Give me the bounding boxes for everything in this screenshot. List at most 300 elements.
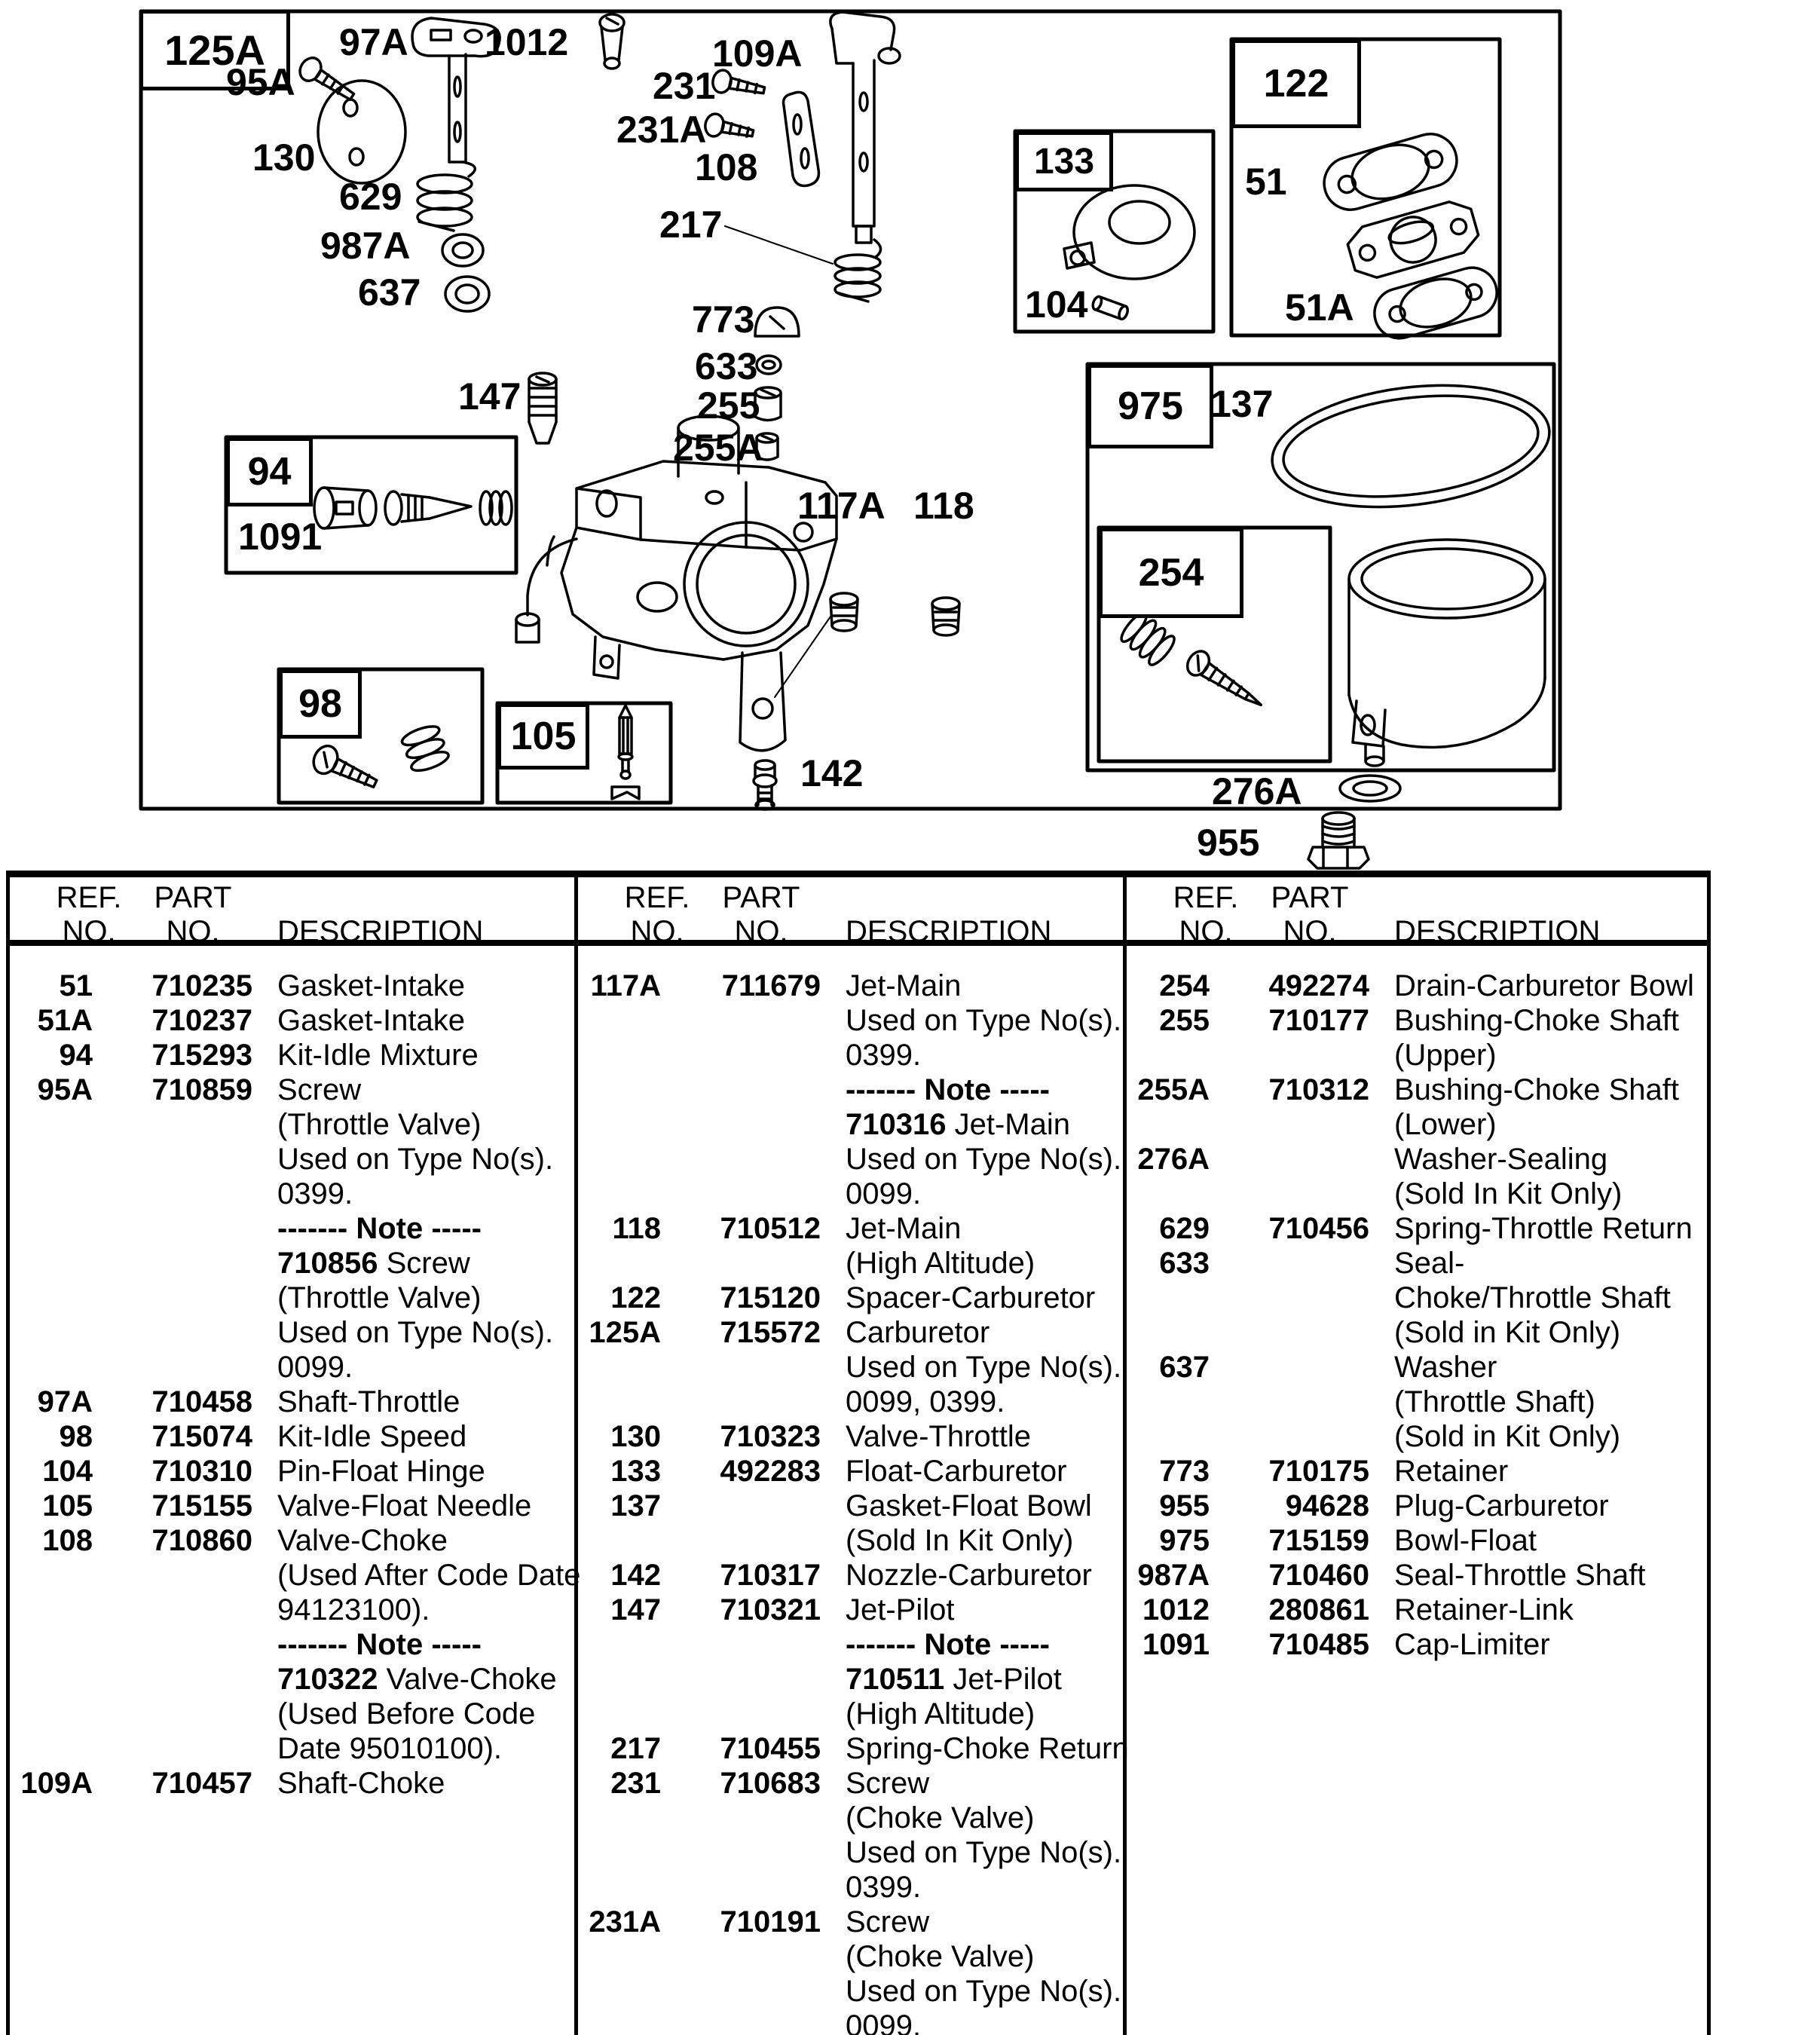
part-row-continuation	[578, 1801, 1123, 1835]
part-row-continuation	[578, 1246, 1123, 1281]
description-cell: (High Altitude)	[846, 1247, 1035, 1280]
part-no-cell	[1210, 1038, 1369, 1073]
callout-51: 51	[1245, 161, 1287, 203]
description-cell: (Upper)	[1394, 1039, 1497, 1072]
ref-no-cell	[1127, 1038, 1210, 1073]
part-row	[1127, 1350, 1707, 1385]
description-cell: Shaft-Throttle	[277, 1385, 460, 1418]
callout-987A: 987A	[320, 225, 411, 267]
part-no-cell	[661, 1003, 821, 1038]
description-cell: (Choke Valve)	[846, 1940, 1035, 1973]
ref-no-cell: 125A	[589, 1316, 661, 1349]
choke-valve-screw2-icon	[703, 112, 755, 145]
ref-no-cell	[578, 1246, 661, 1281]
part-row-continuation	[578, 1974, 1123, 2009]
part-row	[578, 1558, 1123, 1593]
part-row	[578, 1731, 1129, 1766]
part-row-continuation	[578, 1177, 1123, 1211]
ref-no-cell	[578, 2009, 661, 2035]
part-no-cell	[1210, 1177, 1369, 1211]
part-row-continuation	[578, 1523, 1123, 1558]
description-cell: (Throttle Valve)	[277, 1108, 482, 1141]
description-cell: Screw	[846, 1905, 930, 1939]
ref-no-cell	[10, 1315, 93, 1350]
part-no-cell	[661, 1835, 821, 1870]
part-row	[1127, 1489, 1707, 1523]
part-no-cell: 715572	[720, 1316, 821, 1349]
part-row	[10, 1038, 574, 1073]
box-label-254: 254	[1099, 528, 1243, 618]
retainer-icon	[755, 308, 799, 336]
part-row	[1127, 1246, 1707, 1281]
description-cell: Used on Type No(s).	[846, 1351, 1122, 1384]
part-no-cell	[93, 1593, 252, 1627]
part-no-cell	[661, 1385, 821, 1419]
part-no-cell	[661, 1107, 821, 1142]
throttle-shaft-washer-icon	[445, 277, 489, 311]
description-cell: 0099.	[846, 1177, 922, 1210]
description-cell: Washer	[1394, 1351, 1497, 1384]
description-header: DESCRIPTION	[846, 915, 1052, 948]
part-row-continuation	[1127, 1315, 1707, 1350]
ref-no-cell	[578, 1073, 661, 1107]
part-no-cell	[1210, 1246, 1369, 1281]
description-cell: Cap-Limiter	[1394, 1628, 1550, 1661]
ref-no-cell	[10, 1107, 93, 1142]
ref-no-cell	[1127, 1385, 1210, 1419]
callout-955: 955	[1197, 822, 1260, 864]
part-row-continuation	[10, 1246, 574, 1281]
cap-limiter-icon	[314, 488, 376, 528]
float-hinge-pin-icon	[1091, 295, 1129, 320]
part-row	[1127, 1073, 1707, 1107]
parts-column-3	[1127, 871, 1707, 2035]
description-cell: Bushing-Choke Shaft	[1394, 1004, 1680, 1037]
box-label-133: 133	[1015, 131, 1113, 191]
part-no-cell	[661, 1073, 821, 1107]
part-no-cell	[661, 1142, 821, 1177]
description-cell: Jet-Main	[846, 969, 962, 1002]
ref-no-cell	[578, 1003, 661, 1038]
part-row-continuation	[10, 1142, 574, 1177]
part-row	[10, 1003, 574, 1038]
box-label-105: 105	[497, 703, 589, 770]
part-row-continuation	[578, 1385, 1123, 1419]
description-cell: Plug-Carburetor	[1394, 1489, 1609, 1522]
part-no-cell	[661, 1939, 821, 1974]
part-no-header: PART NO.	[154, 881, 232, 948]
part-row-continuation	[578, 1003, 1123, 1038]
retainer-link-icon	[600, 14, 624, 69]
part-no-cell	[661, 1246, 821, 1281]
part-row	[1127, 1593, 1707, 1627]
part-row	[1127, 1211, 1707, 1246]
description-cell: Used on Type No(s).	[846, 1004, 1122, 1037]
description-cell: 710322 Valve-Choke	[277, 1663, 557, 1696]
part-no-cell	[661, 1350, 821, 1385]
callout-95A: 95A	[226, 61, 295, 103]
part-no-cell: 715074	[151, 1420, 252, 1453]
description-cell: Valve-Float Needle	[277, 1489, 532, 1522]
part-no-cell: 710323	[720, 1420, 821, 1453]
part-no-cell: 715155	[151, 1489, 252, 1522]
part-no-cell	[1210, 1315, 1369, 1350]
description-cell: Spring-Choke Return	[846, 1732, 1129, 1765]
ref-no-cell	[578, 1801, 661, 1835]
description-cell: Jet-Main	[846, 1212, 962, 1245]
ref-no-cell: 118	[612, 1212, 661, 1245]
part-row-continuation	[578, 1107, 1123, 1142]
part-no-cell	[661, 1523, 821, 1558]
part-no-cell	[93, 1558, 252, 1593]
jet-main-high-altitude-icon	[932, 598, 959, 635]
part-row	[578, 969, 1123, 1003]
part-no-cell: 710860	[151, 1524, 252, 1557]
part-no-cell	[661, 1489, 821, 1523]
ref-no-cell	[10, 1177, 93, 1211]
carburetor-plug-icon	[1308, 812, 1369, 868]
ref-no-cell	[578, 1107, 661, 1142]
part-no-cell	[661, 1177, 821, 1211]
part-row-continuation	[578, 1697, 1123, 1731]
ref-no-cell	[10, 1593, 93, 1627]
idle-speed-screw-icon	[309, 742, 381, 796]
part-no-cell	[661, 2009, 821, 2035]
ref-no-cell: 1012	[1142, 1593, 1210, 1626]
ref-no-cell: 276A	[1137, 1143, 1210, 1176]
part-no-cell	[93, 1142, 252, 1177]
ref-no-cell: 104	[42, 1455, 93, 1488]
part-row-continuation	[10, 1211, 574, 1246]
callout-217: 217	[659, 204, 723, 246]
ref-no-cell	[10, 1627, 93, 1662]
description-cell: Shaft-Choke	[277, 1767, 445, 1800]
ref-no-header: REF. NO.	[1173, 881, 1239, 948]
part-no-cell	[1210, 1419, 1369, 1454]
part-no-cell: 492283	[720, 1455, 821, 1488]
description-cell: Bushing-Choke Shaft	[1394, 1073, 1680, 1106]
part-no-cell	[1210, 1281, 1369, 1315]
ref-no-cell	[578, 1177, 661, 1211]
description-cell: 0399.	[846, 1871, 922, 1904]
description-cell: Pin-Float Hinge	[277, 1455, 485, 1488]
part-no-cell	[93, 1350, 252, 1385]
part-no-cell	[1210, 1142, 1369, 1177]
needle-clip-icon	[612, 787, 639, 799]
part-row	[1127, 1454, 1707, 1489]
description-cell: Used on Type No(s).	[277, 1143, 554, 1176]
callout-231: 231	[653, 65, 716, 107]
description-cell: 710856 Screw	[277, 1247, 470, 1280]
part-row	[578, 1454, 1123, 1489]
ref-no-cell: 231A	[589, 1905, 661, 1939]
part-row-continuation	[10, 1281, 574, 1315]
description-cell: Used on Type No(s).	[846, 1836, 1122, 1869]
part-row-continuation	[10, 1315, 574, 1350]
part-row-continuation	[10, 1177, 574, 1211]
part-row	[1127, 1142, 1707, 1177]
ref-no-header: REF. NO.	[624, 881, 690, 948]
part-row-continuation	[10, 1558, 581, 1593]
part-row	[10, 1489, 574, 1523]
part-no-cell: 715120	[720, 1281, 821, 1314]
part-row-continuation	[10, 1731, 574, 1766]
callout-637: 637	[358, 271, 421, 314]
ref-no-cell: 1091	[1142, 1628, 1210, 1661]
description-cell: ------- Note -----	[846, 1628, 1050, 1661]
ref-no-cell	[578, 1627, 661, 1662]
part-no-cell: 710312	[1268, 1073, 1369, 1106]
description-header: DESCRIPTION	[277, 915, 484, 948]
box-label-122: 122	[1231, 39, 1361, 128]
part-no-cell	[661, 1038, 821, 1073]
callout-51A: 51A	[1285, 286, 1354, 329]
description-cell: Valve-Throttle	[846, 1420, 1032, 1453]
box-label-98: 98	[279, 669, 362, 739]
description-cell: 0399.	[277, 1177, 353, 1210]
part-no-cell	[661, 1627, 821, 1662]
callout-231A: 231A	[616, 109, 707, 151]
ref-no-cell: 51A	[37, 1004, 93, 1037]
part-no-cell	[93, 1281, 252, 1315]
description-cell: Screw	[846, 1767, 930, 1800]
part-no-cell	[93, 1662, 252, 1697]
parts-rows-1	[10, 969, 581, 1801]
ref-no-cell: 975	[1159, 1524, 1210, 1557]
description-cell: Choke/Throttle Shaft	[1394, 1281, 1671, 1314]
part-row	[10, 1419, 574, 1454]
description-cell: (Used Before Code	[277, 1697, 536, 1731]
ref-no-cell	[578, 1974, 661, 2009]
part-no-cell: 710859	[151, 1073, 252, 1106]
part-row	[578, 1315, 1123, 1350]
description-cell: Bowl-Float	[1394, 1524, 1537, 1557]
ref-no-cell	[578, 1038, 661, 1073]
part-no-cell: 710458	[151, 1385, 252, 1418]
part-no-cell	[1210, 1350, 1369, 1385]
part-no-cell: 710683	[720, 1767, 821, 1800]
ref-no-cell	[578, 1385, 661, 1419]
throttle-shaft-seal-icon	[442, 234, 483, 266]
part-no-cell: 94628	[1285, 1489, 1369, 1522]
ref-no-cell	[578, 1142, 661, 1177]
idle-speed-spring-icon	[400, 723, 451, 775]
callout-633: 633	[695, 345, 758, 387]
part-row	[10, 969, 574, 1003]
ref-no-cell: 98	[59, 1420, 93, 1453]
part-no-cell: 710460	[1268, 1559, 1369, 1592]
callout-142: 142	[800, 752, 864, 794]
part-row	[10, 1454, 574, 1489]
description-cell: Seal-	[1394, 1247, 1465, 1280]
ref-no-cell	[578, 1939, 661, 1974]
description-cell: (High Altitude)	[846, 1697, 1035, 1731]
throttle-valve-disc-icon	[318, 81, 405, 183]
callout-147: 147	[458, 375, 522, 418]
parts-column-2	[578, 871, 1129, 2035]
float-icon	[1064, 185, 1194, 279]
part-no-cell: 711679	[721, 969, 821, 1002]
idle-mixture-screw-icon	[385, 491, 471, 525]
ref-no-cell: 147	[610, 1593, 661, 1626]
part-row-continuation	[10, 1593, 574, 1627]
part-row	[1127, 969, 1707, 1003]
part-row-continuation	[1127, 1419, 1707, 1454]
part-row	[578, 1766, 1123, 1801]
part-no-cell	[661, 1974, 821, 2009]
description-header: DESCRIPTION	[1394, 915, 1601, 948]
ref-no-cell	[10, 1281, 93, 1315]
description-cell: Carburetor	[846, 1316, 990, 1349]
ref-no-cell: 109A	[20, 1767, 93, 1800]
part-row-continuation	[10, 1662, 574, 1697]
part-row-continuation	[1127, 1107, 1707, 1142]
part-row-continuation	[10, 1627, 574, 1662]
description-cell: (Lower)	[1394, 1108, 1497, 1141]
part-row-continuation	[578, 1835, 1123, 1870]
part-no-cell: 710485	[1268, 1628, 1369, 1661]
description-cell: ------- Note -----	[277, 1628, 482, 1661]
drain-spring-icon	[1118, 610, 1178, 669]
float-bowl-gasket-icon	[1265, 371, 1556, 522]
description-cell: Used on Type No(s).	[846, 1975, 1122, 2008]
callout-108: 108	[695, 146, 758, 188]
part-row-continuation	[578, 1627, 1123, 1662]
ref-no-cell	[10, 1142, 93, 1177]
ref-no-cell	[578, 1523, 661, 1558]
choke-throttle-seal-icon	[757, 356, 781, 374]
part-row	[578, 1211, 1123, 1246]
description-cell: Valve-Choke	[277, 1524, 448, 1557]
part-no-cell	[661, 1697, 821, 1731]
description-cell: Gasket-Float Bowl	[846, 1489, 1092, 1522]
ref-no-cell	[578, 1662, 661, 1697]
ref-no-cell: 97A	[37, 1385, 93, 1418]
part-no-cell	[93, 1697, 252, 1731]
gasket-intake-icon	[1318, 128, 1463, 216]
part-no-cell: 710310	[151, 1455, 252, 1488]
description-cell: 0399.	[846, 1039, 922, 1072]
part-row-continuation	[578, 1073, 1123, 1107]
description-cell: Float-Carburetor	[846, 1455, 1067, 1488]
part-row-continuation	[10, 1350, 574, 1385]
ref-no-cell	[578, 1835, 661, 1870]
description-cell: Kit-Idle Speed	[277, 1420, 467, 1453]
float-needle-icon	[619, 705, 632, 779]
part-row-continuation	[1127, 1038, 1707, 1073]
description-cell: Used on Type No(s).	[846, 1143, 1122, 1176]
callout-130: 130	[252, 136, 316, 179]
part-no-cell	[1210, 1385, 1369, 1419]
description-cell: 710511 Jet-Pilot	[846, 1663, 1062, 1696]
part-no-cell	[1210, 1107, 1369, 1142]
description-cell: 0099.	[277, 1351, 353, 1384]
part-no-header: PART NO.	[1271, 881, 1349, 948]
part-no-cell	[93, 1107, 252, 1142]
part-no-cell	[93, 1246, 252, 1281]
callout-118: 118	[913, 485, 974, 527]
sealing-washer-icon	[1340, 776, 1400, 801]
part-row	[10, 1523, 574, 1558]
part-row-continuation	[10, 1107, 574, 1142]
part-no-cell: 715293	[151, 1039, 252, 1072]
ref-no-cell: 231	[610, 1767, 661, 1800]
description-cell: (Sold in Kit Only)	[1394, 1420, 1621, 1453]
ref-no-cell: 95A	[37, 1073, 93, 1106]
ref-no-cell: 117A	[590, 969, 661, 1002]
ref-no-cell: 122	[610, 1281, 661, 1314]
drain-screw-icon	[1183, 647, 1268, 715]
callout-1012: 1012	[485, 21, 569, 63]
ref-no-cell	[10, 1662, 93, 1697]
description-cell: Nozzle-Carburetor	[846, 1559, 1092, 1592]
ref-no-cell: 130	[610, 1420, 661, 1453]
idle-mixture-spring-icon	[480, 491, 512, 525]
ref-no-cell: 105	[42, 1489, 93, 1522]
box-label-94: 94	[226, 437, 313, 506]
part-row	[578, 1593, 1123, 1627]
ref-no-cell: 217	[610, 1732, 661, 1765]
description-cell: Used on Type No(s).	[277, 1316, 554, 1349]
part-row	[1127, 1627, 1707, 1662]
ref-no-cell	[578, 1350, 661, 1385]
description-cell: Kit-Idle Mixture	[277, 1039, 479, 1072]
ref-no-cell: 142	[610, 1559, 661, 1592]
part-row-continuation	[1127, 1177, 1707, 1211]
part-row-continuation	[1127, 1385, 1707, 1419]
description-cell: (Sold In Kit Only)	[846, 1524, 1074, 1557]
box-label-125A: 125A	[139, 10, 290, 90]
description-cell: ------- Note -----	[277, 1212, 482, 1245]
ref-no-cell: 773	[1159, 1455, 1210, 1488]
description-cell: (Choke Valve)	[846, 1801, 1035, 1835]
parts-rows-3	[1127, 969, 1707, 1662]
description-cell: 0099, 0399.	[846, 1385, 1005, 1418]
description-cell: (Throttle Valve)	[277, 1281, 482, 1314]
part-row	[1127, 1558, 1707, 1593]
description-cell: 710316 Jet-Main	[846, 1108, 1070, 1141]
part-row-continuation	[578, 1870, 1123, 1905]
ref-no-cell	[10, 1350, 93, 1385]
part-no-cell: 492274	[1268, 969, 1369, 1002]
part-no-cell: 710237	[151, 1004, 252, 1037]
part-no-cell: 710457	[151, 1767, 252, 1800]
choke-valve-plate-icon	[784, 92, 819, 185]
part-no-cell: 710456	[1268, 1212, 1369, 1245]
description-cell: 94123100).	[277, 1593, 430, 1626]
part-no-cell	[93, 1177, 252, 1211]
ref-no-cell: 637	[1159, 1351, 1210, 1384]
description-cell: Gasket-Intake	[277, 969, 466, 1002]
part-row	[578, 1419, 1123, 1454]
ref-no-cell	[10, 1558, 93, 1593]
callout-773: 773	[692, 298, 755, 341]
ref-no-cell: 133	[610, 1455, 661, 1488]
ref-no-header: REF. NO.	[56, 881, 122, 948]
callout-117A: 117A	[797, 485, 886, 527]
part-row	[10, 1073, 574, 1107]
callout-97A: 97A	[339, 21, 408, 63]
ref-no-cell: 255A	[1137, 1073, 1210, 1106]
callout-276A: 276A	[1212, 770, 1302, 812]
description-cell: Seal-Throttle Shaft	[1394, 1559, 1646, 1592]
box-label-975: 975	[1087, 364, 1213, 448]
part-no-cell: 710175	[1268, 1455, 1369, 1488]
ref-no-cell: 955	[1159, 1489, 1210, 1522]
part-no-cell	[661, 1662, 821, 1697]
part-no-cell: 710191	[720, 1905, 821, 1939]
ref-no-cell: 254	[1159, 969, 1210, 1002]
